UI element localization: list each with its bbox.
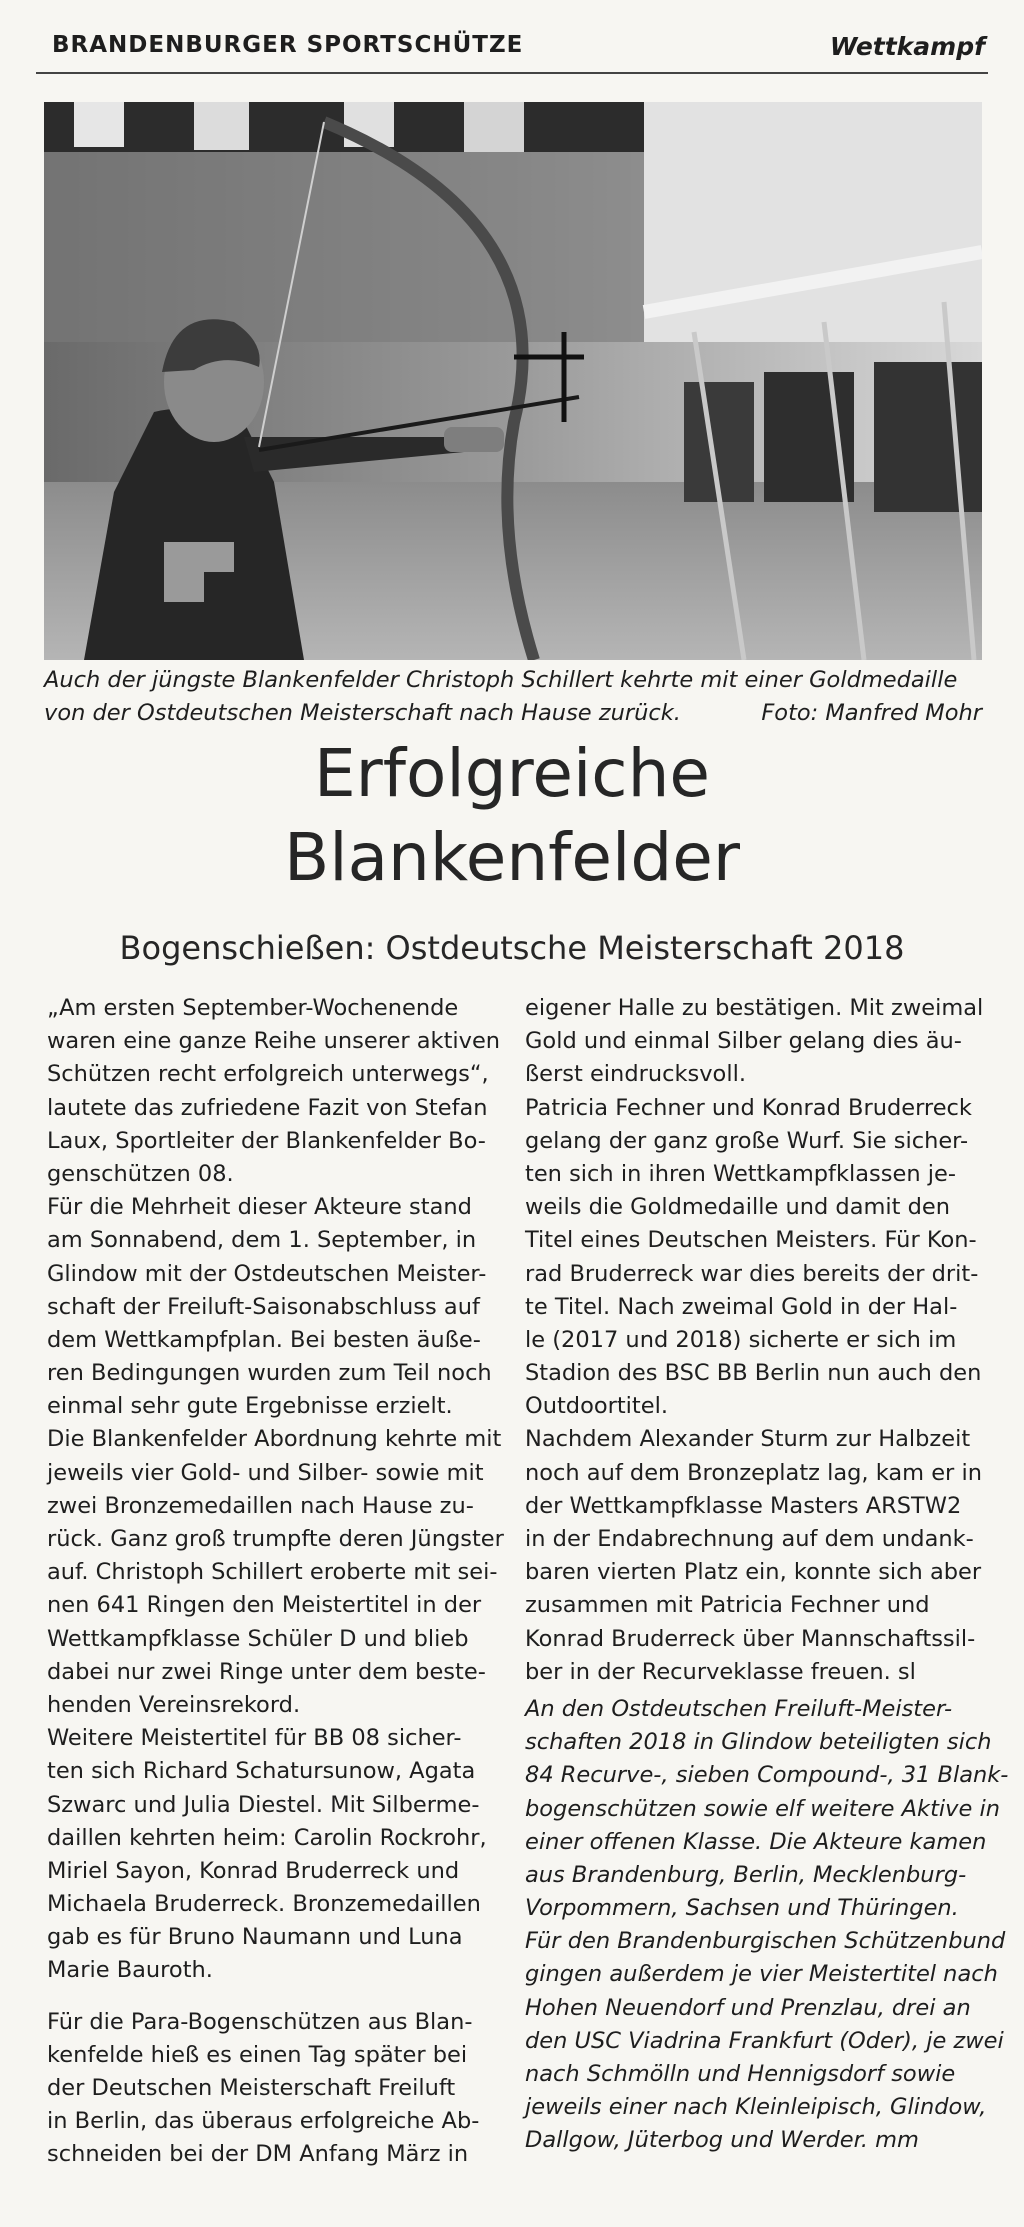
text-line: noch auf dem Bronzeplatz lag, kam er in [525, 1459, 982, 1486]
text-line: den USC Viadrina Frankfurt (Oder), je zwei [525, 2027, 1004, 2054]
text-line: Marie Bauroth. [47, 1957, 213, 1984]
text-line: ßerst eindrucksvoll. [525, 1061, 746, 1088]
text-line: weils die Goldmedaille und damit den [525, 1194, 951, 1221]
text-line: ren Bedingungen wurden zum Teil noch [47, 1360, 492, 1387]
text-line: rück. Ganz groß trumpfte deren Jüngster [47, 1526, 504, 1552]
text-line: Für die Para-Bogenschützen aus Blan- [47, 2008, 473, 2035]
article-photo [44, 102, 982, 660]
text-line: einer offenen Klasse. Die Akteure kamen [525, 1828, 987, 1855]
text-line: Wettkampfklasse Schüler D und blieb [47, 1625, 469, 1652]
photo-credit: Foto: Manfred Mohr [761, 700, 982, 726]
text-line: schaften 2018 in Glindow beteiligten sich [525, 1729, 992, 1756]
text-line: Miriel Sayon, Konrad Bruderreck und [47, 1857, 460, 1884]
text-line: gelang der ganz große Wurf. Sie sicher- [525, 1127, 969, 1154]
text-line: Weitere Meistertitel für BB 08 sicher- [47, 1725, 462, 1752]
right-column [525, 992, 1009, 2158]
text-line: Die Blankenfelder Abordnung kehrte mit [47, 1426, 502, 1453]
text-line: jeweils einer nach Kleinleipisch, Glindow, [525, 2094, 987, 2121]
text-line: kenfelde hieß es einen Tag später bei [47, 2041, 468, 2068]
text-line: rad Bruderreck war dies bereits der drit- [525, 1260, 979, 1287]
magazine-title: BRANDENBURGER SPORTSCHÜTZE [52, 32, 524, 58]
header-rule [36, 72, 988, 74]
text-line: dabei nur zwei Ringe unter dem beste- [47, 1658, 486, 1685]
text-line: ber in der Recurveklasse freuen. sl [525, 1658, 916, 1685]
text-line: dem Wettkampfplan. Bei besten äuße- [47, 1326, 481, 1353]
text-line: ten sich in ihren Wettkampfklassen je- [525, 1160, 956, 1187]
text-line: Stadion des BSC BB Berlin nun auch den [525, 1360, 982, 1387]
article-subheadline: Bogenschießen: Ostdeutsche Meisterschaft 2018 [119, 929, 905, 967]
text-line: An den Ostdeutschen Freiluft-Meister- [525, 1695, 953, 1722]
text-line: zwei Bronzemedaillen nach Hause zu- [47, 1492, 474, 1519]
info-box [525, 1693, 1009, 2158]
article-headline [0, 732, 1024, 900]
text-line: eigener Halle zu bestätigen. Mit zweimal [525, 995, 984, 1021]
left-column [47, 992, 504, 2172]
headline-line: Erfolgreiche [313, 735, 711, 812]
caption-line: von der Ostdeutschen Meisterschaft nach Hause zurück. [44, 700, 681, 726]
text-line: daillen kehrten heim: Carolin Rockrohr, [47, 1824, 487, 1851]
text-line: Titel eines Deutschen Meisters. Für Kon- [525, 1227, 977, 1254]
text-line: baren vierten Platz ein, konnte sich aber [525, 1559, 982, 1586]
headline-line: Blankenfelder [283, 819, 740, 896]
text-line: ten sich Richard Schatursunow, Agata [47, 1758, 476, 1785]
text-line: der Deutschen Meisterschaft Freiluft [47, 2075, 456, 2101]
text-line: bogenschützen sowie elf weitere Aktive in [525, 1795, 1000, 1822]
text-line: genschützen 08. [47, 1160, 234, 1187]
photo-caption [44, 664, 982, 730]
page-header [50, 30, 985, 70]
text-line: Patricia Fechner und Konrad Bruderreck [525, 1094, 972, 1121]
text-line: zusammen mit Patricia Fechner und [525, 1592, 930, 1619]
text-line: Michaela Bruderreck. Bronzemedaillen [47, 1891, 481, 1918]
text-line: jeweils vier Gold- und Silber- sowie mit [47, 1459, 484, 1486]
text-line: le (2017 und 2018) sicherte er sich im [525, 1326, 957, 1353]
text-line: in der Endabrechnung auf dem undank- [525, 1526, 974, 1552]
text-line: waren eine ganze Reihe unserer aktiven [47, 1028, 501, 1055]
text-line: 84 Recurve-, sieben Compound-, 31 Blank- [525, 1762, 1009, 1789]
text-line: gab es für Bruno Naumann und Luna [47, 1924, 463, 1951]
text-line: „Am ersten September-Wochenende [47, 995, 459, 1021]
text-line: in Berlin, das überaus erfolgreiche Ab- [47, 2108, 480, 2135]
text-line: Gold und einmal Silber gelang dies äu- [525, 1028, 962, 1055]
text-line: Vorpommern, Sachsen und Thüringen. [525, 1895, 959, 1922]
text-line: einmal sehr gute Ergebnisse erzielt. [47, 1393, 453, 1420]
text-line: Konrad Bruderreck über Mannschaftssil- [525, 1625, 976, 1652]
section-label: Wettkampf [829, 32, 985, 61]
text-line: Laux, Sportleiter der Blankenfelder Bo- [47, 1127, 486, 1154]
text-line: lautete das zufriedene Fazit von Stefan [47, 1094, 488, 1121]
text-line: Hohen Neuendorf und Prenzlau, drei an [525, 1994, 971, 2021]
text-line: aus Brandenburg, Berlin, Mecklenburg- [525, 1861, 967, 1888]
text-line: der Wettkampfklasse Masters ARSTW2 [525, 1492, 962, 1519]
text-line: nen 641 Ringen den Meistertitel in der [47, 1592, 482, 1619]
text-line: Für den Brandenburgischen Schützenbund [525, 1928, 1006, 1955]
text-line: schaft der Freiluft-Saisonabschluss auf [47, 1293, 480, 1320]
text-line: am Sonnabend, dem 1. September, in [47, 1227, 477, 1254]
text-line: Schützen recht erfolgreich unterwegs“, [47, 1061, 489, 1088]
text-line: Szwarc und Julia Diestel. Mit Silberme- [47, 1791, 480, 1818]
text-line: auf. Christoph Schillert eroberte mit sei- [47, 1559, 498, 1586]
caption-line: Auch der jüngste Blankenfelder Christoph Schillert kehrte mit einer Goldmedaille [44, 667, 958, 693]
text-line: te Titel. Nach zweimal Gold in der Hal- [525, 1293, 958, 1320]
text-line: Glindow mit der Ostdeutschen Meister- [47, 1260, 487, 1287]
text-line: gingen außerdem je vier Meistertitel nach [525, 1961, 998, 1988]
text-line: Für die Mehrheit dieser Akteure stand [47, 1194, 472, 1221]
text-line: Nachdem Alexander Sturm zur Halbzeit [525, 1426, 971, 1453]
text-line: Outdoortitel. [525, 1393, 668, 1420]
text-line: Dallgow, Jüterbog und Werder. mm [525, 2127, 919, 2154]
text-line: nach Schmölln und Hennigsdorf sowie [525, 2061, 956, 2087]
text-line: henden Vereinsrekord. [47, 1691, 301, 1718]
text-line: schneiden bei der DM Anfang März in [47, 2141, 469, 2168]
